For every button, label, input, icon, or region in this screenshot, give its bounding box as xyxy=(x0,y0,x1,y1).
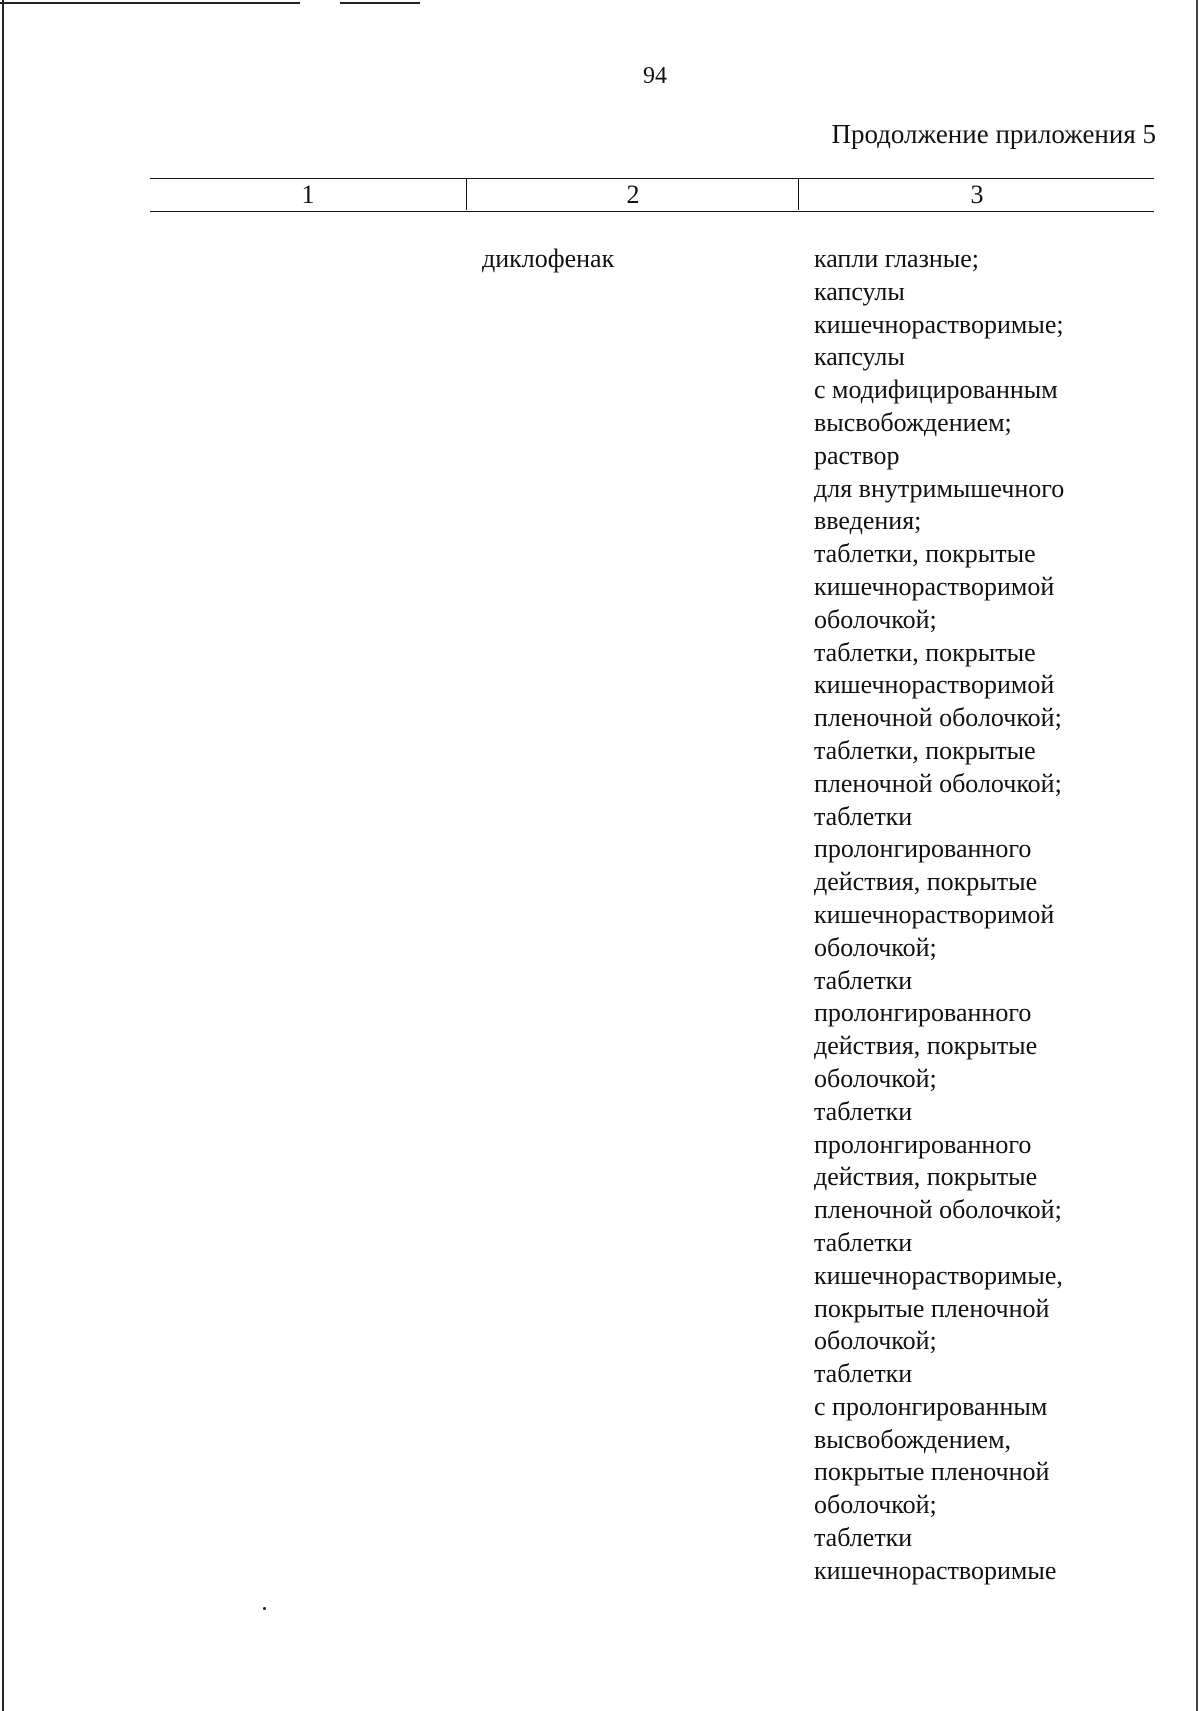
dosage-form-line: оболочкой; xyxy=(814,1490,937,1520)
scan-border-top-fragment xyxy=(340,2,420,4)
dosage-form-line: с модифицированным xyxy=(814,375,1058,405)
dosage-form-line: высвобождением, xyxy=(814,1424,1012,1454)
dosage-form-line: таблетки, покрытые xyxy=(814,637,1036,667)
dosage-form-line: кишечнорастворимой xyxy=(814,899,1055,929)
dosage-form-line: таблетки xyxy=(814,1096,913,1126)
table-header-row xyxy=(150,178,1154,212)
dosage-forms-list xyxy=(814,243,1154,1588)
dosage-form-line: пролонгированного xyxy=(814,1129,1032,1159)
drug-name-cell: диклофенак xyxy=(482,244,615,273)
dosage-form-line: действия, покрытые xyxy=(814,867,1038,897)
dosage-form-line: пролонгированного xyxy=(814,998,1032,1028)
column-header-2: 2 xyxy=(466,179,799,210)
dosage-form-line: таблетки xyxy=(814,1227,913,1257)
dosage-form-line: кишечнорастворимой xyxy=(814,571,1055,601)
scan-speck xyxy=(263,1607,266,1610)
dosage-form-line: покрытые пленочной xyxy=(814,1457,1050,1487)
dosage-form-line: таблетки xyxy=(814,801,913,831)
dosage-form-line: пленочной оболочкой; xyxy=(814,1195,1062,1225)
dosage-form-line: пленочной оболочкой; xyxy=(814,768,1062,798)
scan-border-top xyxy=(0,2,300,4)
appendix-continuation-label: Продолжение приложения 5 xyxy=(831,119,1156,149)
dosage-form-line: оболочкой; xyxy=(814,1063,937,1093)
dosage-form-line: таблетки xyxy=(814,1359,913,1389)
dosage-form-line: таблетки, покрытые xyxy=(814,735,1036,765)
dosage-form-line: капсулы xyxy=(814,276,905,306)
scan-border-left xyxy=(2,0,4,1711)
dosage-form-line: с пролонгированным xyxy=(814,1391,1048,1421)
dosage-form-line: пролонгированного xyxy=(814,834,1032,864)
column-header-3: 3 xyxy=(798,179,1155,210)
dosage-form-line: покрытые пленочной xyxy=(814,1293,1050,1323)
dosage-form-line: раствор xyxy=(814,440,900,470)
dosage-form-line: кишечнорастворимые; xyxy=(814,309,1064,339)
column-header-1: 1 xyxy=(301,180,315,209)
dosage-form-line: действия, покрытые xyxy=(814,1031,1038,1061)
dosage-form-line: введения; xyxy=(814,506,922,536)
dosage-form-line: кишечнорастворимой xyxy=(814,670,1055,700)
page-number: 94 xyxy=(643,63,667,89)
dosage-form-line: кишечнорастворимые, xyxy=(814,1260,1063,1290)
dosage-form-line: таблетки, покрытые xyxy=(814,539,1036,569)
dosage-form-line: пленочной оболочкой; xyxy=(814,703,1062,733)
scan-border-right xyxy=(1196,0,1198,1711)
dosage-form-line: оболочкой; xyxy=(814,604,937,634)
dosage-form-line: кишечнорастворимые xyxy=(814,1555,1057,1585)
dosage-form-line: для внутримышечного xyxy=(814,473,1065,503)
dosage-form-line: капли глазные; xyxy=(814,244,980,273)
dosage-form-line: капсулы xyxy=(814,342,905,372)
dosage-form-line: действия, покрытые xyxy=(814,1162,1038,1192)
dosage-form-line: оболочкой; xyxy=(814,932,937,962)
dosage-form-line: высвобождением; xyxy=(814,407,1012,437)
dosage-form-line: таблетки xyxy=(814,1523,913,1553)
dosage-form-line: таблетки xyxy=(814,965,913,995)
dosage-form-line: оболочкой; xyxy=(814,1326,937,1356)
